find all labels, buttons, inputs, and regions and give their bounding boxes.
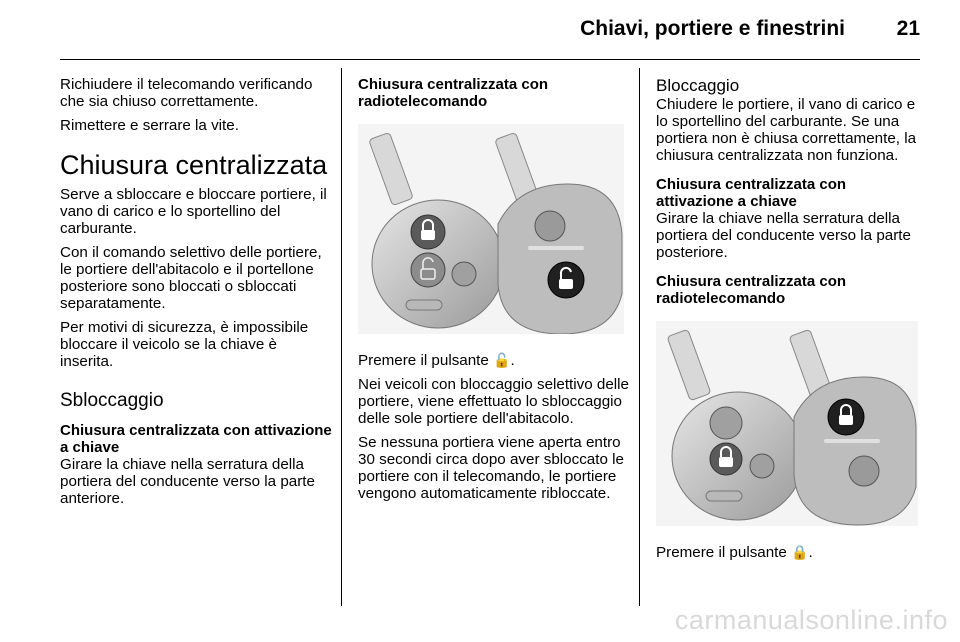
remote-key-unlock-illustration [358,124,624,334]
subheading-key-activation: Chiusura centralizzata con attivazione a chiave [60,422,332,456]
page-number: 21 [896,17,920,40]
paragraph: Se nessuna portiera viene aperta entro 30 secondi circa dopo aver sbloccato le portiere con il telecomando, le portiere vengono automaticamente ribloccate. [358,434,624,502]
lock-padlock-icon: 🔒 [791,544,809,560]
column-divider-1 [341,68,342,606]
paragraph: Girare la chiave nella serratura della portiera del conducente verso la parte anteriore. [60,456,315,507]
unlock-padlock-icon: 🔓 [493,352,511,368]
press-text: Premere il pulsante [656,544,787,561]
paragraph: Per motivi di sicurezza, è impossibile bloccare il veicolo se la chiave è inserita. [60,319,309,370]
column-3 [656,76,922,568]
subheading-remote-control: Chiusura centralizzata con radiotelecomando [656,273,847,307]
column-divider-2 [639,68,640,606]
heading-locking: Bloccaggio [656,76,740,95]
remote-key-lock-illustration [656,321,918,526]
paragraph: Chiudere le portiere, il vano di carico e lo sportellino del carburante. Se una portiera non è chiusa correttamente, la chiusura centralizzata non funziona. [656,96,917,164]
press-text: Premere il pulsante [358,352,489,369]
column-1 [60,76,332,514]
paragraph: Girare la chiave nella serratura della portiera del conducente verso la parte posteriore. [656,210,911,261]
header-divider [60,59,920,60]
column-2 [358,76,630,509]
paragraph-press-button: Premere il pulsante 🔓. [358,352,515,369]
paragraph: Richiudere il telecomando verificando che sia chiuso correttamente. [60,76,313,110]
paragraph: Serve a sbloccare e bloccare portiere, il vano di carico e lo sportellino del carburante. [60,186,327,237]
heading-central-locking: Chiusura centralizzata [60,150,328,180]
subheading-key-activation: Chiusura centralizzata con attivazione a chiave [656,176,847,210]
heading-unlocking: Sbloccaggio [60,390,164,411]
page-header [0,0,960,60]
paragraph-press-button: Premere il pulsante 🔒. [656,544,813,561]
paragraph: Con il comando selettivo delle portiere, le portiere dell'abitacolo e il portellone posteriore sono bloccati o sbloccati separatamente. [60,244,322,312]
paragraph: Nei veicoli con bloccaggio selettivo delle portiere, viene effettuato lo sbloccaggio delle sole portiere dell'abitacolo. [358,376,629,427]
paragraph: Rimettere e serrare la vite. [60,117,239,134]
subheading-remote-control: Chiusura centralizzata con radiotelecomando [358,76,549,110]
watermark: carmanualsonline.info [674,605,948,635]
section-title: Chiavi, portiere e finestrini [580,17,845,40]
